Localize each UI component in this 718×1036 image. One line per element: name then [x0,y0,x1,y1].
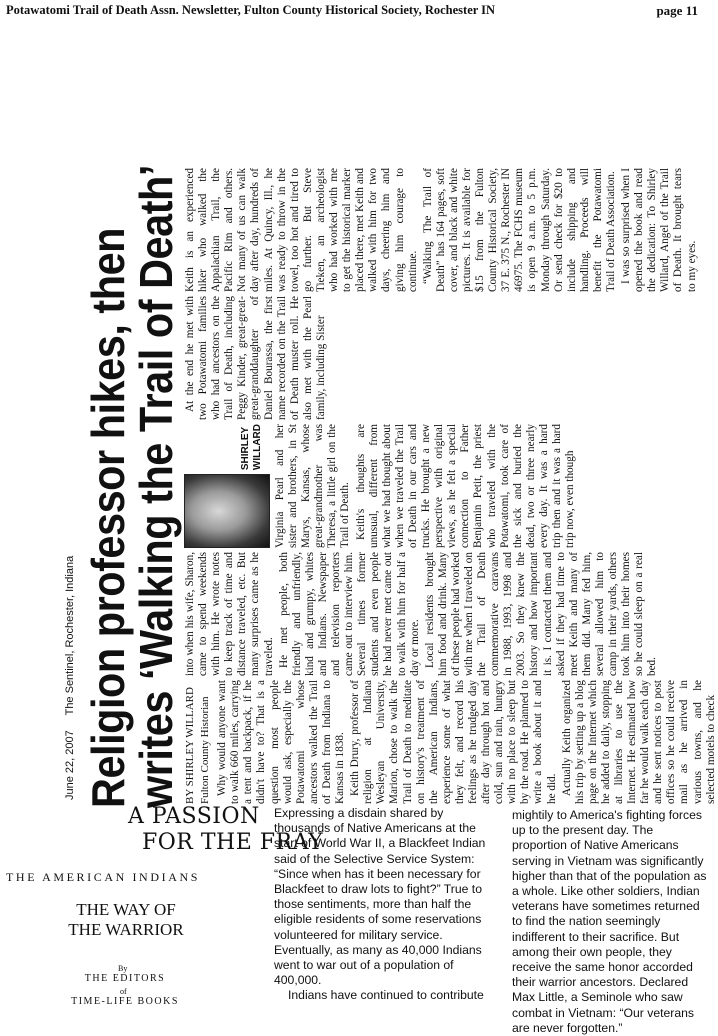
photo-caption: SHIRLEY WILLARD [240,424,263,471]
article-column-4 [184,294,710,422]
paragraph: Keith is an experienced hiker who walked the Appalachian Trail, the Pacific Rim and others. Not many of us can walk day after day, hundreds of miles. At Quincy, Ill., he was ready to throw in the towel, too hot and tired to go further. But Steve Tieken, an archeologist who had worked with me to get the historical marker placed there, met Keith and walked with him for two days, cheering him and giving him courage to continue. [184,168,419,292]
article-dateline [64,544,80,800]
article-column-5 [184,166,710,294]
excerpt-column-1 [274,806,496,1004]
headline-line-1: Religion professor hikes, then [82,227,134,808]
rotated-article [64,18,717,808]
book-publisher: TIME-LIFE BOOKS [71,996,179,1007]
article-column-1 [184,678,717,806]
article-column-3 [184,422,710,550]
article-column-2 [184,550,710,678]
book-series: THE AMERICAN INDIANS [6,870,200,884]
page-number: page 11 [656,3,698,18]
paragraph: He met people, both friendly and unfriendly, kind and grumpy, whites and Indians. Newspaper and television reporters came out to interview him. Several times former students and even people he had never met came out to walk with him for half a day or more. [277,552,421,676]
excerpt-column-2 [512,808,708,1036]
book-by: By [118,964,128,973]
paragraph: Why would anyone want to walk 660 miles, carrying a tent and backpack, if he didn't have to? That is a question most people would ask, especially the Potawatomi whose ancestors walked the Trail of Death from Indiana to Kansas in 1838. [216,680,347,804]
paragraph: Indians have continued to contribute [288,988,484,1003]
paragraph: Keith's thoughts are unusual, different from what we had thought about when we traveled the Trail of Death in our cars and trucks. He brought a new perspective with original views, as he felt a special connection to Father Benjamin Petit, the priest who traveled with the Potawatomi, took care of the sick and buried the dead, two or three nearly every day. It was a hard trip then and it was a hard trip now, even though [354,424,577,548]
article-source: The Sentinel, Rochester, Indiana [64,555,76,716]
paragraph: Expressing a disdain shared by thousands of Native Americans at the start of World War II, a Blackfeet Indian said of the Selective Service System: “Since when has it been necessary for Blackfeet to draw lots to fight?” True to those sentiments, more than half the eligible residents of some reservations volunteered for military service. Eventually, as many as 40,000 Indians went to war out of a population of 400,000. [274,806,486,988]
book-excerpt-section [0,804,710,1035]
excerpt-heading [128,804,324,856]
author-photo [184,474,270,548]
author-photo-block [184,424,270,548]
paragraph: “Walking The Trail of Death” has 164 pages, soft cover, and black and white pictures. It is available for $15 from the Fulton County Historical Society, 37 E. 375 N., Rochester IN 46975. The FCHS museum is open 9 a.m. to 5 p.m. Monday through Saturday. Or send check for $20 to include shipping and handling. Proceeds will benefit the Potawatomi Trail of Death Association. [421,168,617,292]
article-date: June 22, 2007 [64,730,76,800]
article-columns [184,20,717,806]
paragraph: Actually Keith organized his trip by setting up a blog page on the Internet which he added to daily, stopping at libraries to use the Internet. He estimated how far he would walk each day and he sent notices to post offices so he could receive mail as he arrived in various towns, and he selected motels to check [560,680,717,804]
paragraph: into when his wife, Sharon, came to spend weekends with him. He wrote notes to keep track of time and distance traveled, etc. But many surprises came as he traveled. [184,552,275,676]
byline: BY SHIRLEY WILLARD [184,687,196,804]
byline-credit: Fulton County Historian [199,696,212,804]
book-cover [0,870,236,1020]
book-editors: THE EDITORS [84,973,166,984]
paragraph: Virginia Pearl and her sister and brothers, in St Marys, Kansas, whose great-grandmother was Theresa, a little girl on the Trail of Death. [274,424,352,548]
excerpt-heading-line-1: A PASSION [128,804,260,829]
book-title: THE WAY OF THE WARRIOR [68,900,184,939]
paragraph: At the end he met with two Potawatomi families who had ancestors on the Trail of Death, including Peggy Kinder, great-great-great-granddaughter of Daniel Bourassa, the first name recorded on the Trail of Death muster roll. He also met with the Pearl family, including Sister [184,296,327,420]
newsletter-title: Potawatomi Trail of Death Assn. Newsletter, Fulton County Historical Society, Rochester IN [6,3,496,17]
paragraph: mightily to America's fighting forces up to the present day. The proportion of Native Americans serving in Vietnam was significantly higher than that of the population as a whole. Like other soldiers, Indian veterans have sometimes returned to find the nation seemingly indifferent to their sacrifice. But among their own people, they receive the same honor accorded their warrior ancestors. Declared Max Little, a Seminole who saw combat in Vietnam: “Our veterans are never forgotten.” [512,808,707,1035]
paragraph: Keith Drury, professor of religion at Indiana Wesleyan University, Marion, chose to walk the Trail of Death to meditate on history's treatment of the American Indians, experience some of what they felt, and record his feelings as he trudged day after day through hot and cold, sun and rain, hungry with no place to sleep but by the road. He planned to write a book about it and he did. [349,680,558,804]
paragraph: I was so surprised when I opened the book and read the dedication: To Shirley Willard, Angel of the Trail of Death. It brought tears to my eyes. [620,168,698,292]
paragraph: Local residents brought him food and drink. Many of these people had worked with me when I traveled on the Trail of Death commemorative caravans in 1988, 1993, 1998 and 2003. So they knew the history and how important it is. I contacted them and asked if they had time to meet Keith and many of them did. Many fed him, several allowed him to camp in their yards, others took him into their homes so he could sleep on a real bed. [423,552,659,676]
headline-line-2: writes ‘Walking the Trail of Death’ [130,165,182,808]
book-of: of [120,987,127,996]
excerpt-heading-line-2: FOR THE FRAY [142,830,324,855]
newspaper-clipping [64,18,717,808]
